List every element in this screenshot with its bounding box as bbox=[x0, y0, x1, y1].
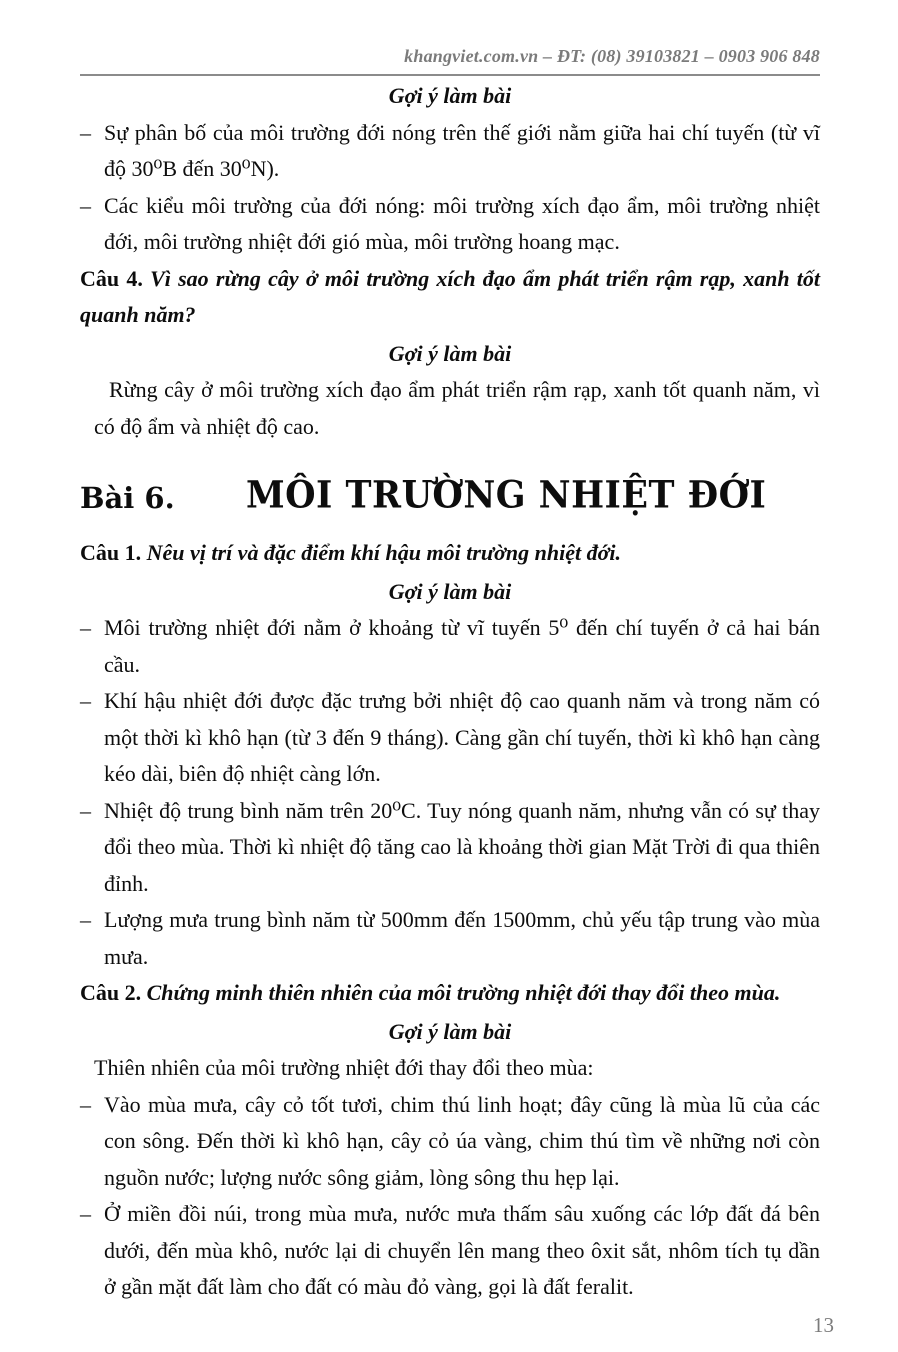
list-item bbox=[80, 188, 820, 261]
dash-marker: – bbox=[80, 615, 91, 640]
question-4 bbox=[80, 261, 820, 334]
question-label: Câu 1. bbox=[80, 540, 142, 565]
list-item-text: Sự phân bố của môi trường đới nóng trên thế giới nằm giữa hai chí tuyến (từ vĩ độ 30⁰B đến 30⁰N). bbox=[104, 119, 820, 181]
answer-intro: Thiên nhiên của môi trường nhiệt đới thay đổi theo mùa: bbox=[94, 1055, 594, 1080]
question-text: Nêu vị trí và đặc điểm khí hậu môi trường nhiệt đới. bbox=[146, 540, 622, 565]
list-item bbox=[80, 902, 820, 975]
dash-marker: – bbox=[80, 688, 91, 713]
hint-heading: Gợi ý làm bài bbox=[388, 340, 512, 366]
dash-marker: – bbox=[80, 119, 91, 145]
lesson-number: Bài 6. bbox=[80, 481, 175, 515]
header-rule bbox=[80, 74, 820, 76]
lesson-heading bbox=[80, 471, 820, 523]
question-text: Chứng minh thiên nhiên của môi trường nhiệt đới thay đổi theo mùa. bbox=[146, 980, 781, 1005]
question-label: Câu 4. bbox=[80, 265, 143, 291]
list-item-text: Nhiệt độ trung bình năm trên 20⁰C. Tuy nóng quanh năm, nhưng vẫn có sự thay đổi theo mùa. Thời kì nhiệt độ tăng cao là khoảng thời gian Mặt Trời đi qua thiên đỉnh. bbox=[104, 797, 820, 896]
lesson-title: MÔI TRƯỜNG NHIỆT ĐỚI bbox=[246, 473, 767, 517]
question-1 bbox=[80, 535, 820, 572]
page-number: 13 bbox=[813, 1312, 834, 1337]
hint-heading: Gợi ý làm bài bbox=[388, 83, 512, 108]
list-item-text: Khí hậu nhiệt đới được đặc trưng bởi nhiệt độ cao quanh năm và trong năm có một thời kì khô hạn (từ 3 đến 9 tháng). Càng gần chí tuyến, thời kì khô hạn càng kéo dài, biên độ nhiệt càng lớn. bbox=[104, 688, 820, 786]
list-item bbox=[80, 683, 820, 793]
page-header: khangviet.com.vn – ĐT: (08) 39103821 – 0903 906 848 bbox=[404, 46, 820, 66]
question-label: Câu 2. bbox=[80, 980, 142, 1005]
hint-heading: Gợi ý làm bài bbox=[388, 578, 512, 604]
dash-marker: – bbox=[80, 907, 91, 932]
list-item bbox=[80, 1087, 820, 1197]
hint-heading: Gợi ý làm bài bbox=[388, 1018, 512, 1044]
dash-marker: – bbox=[80, 797, 91, 823]
list-item-text: Lượng mưa trung bình năm từ 500mm đến 1500mm, chủ yếu tập trung vào mùa mưa. bbox=[104, 907, 820, 969]
list-item bbox=[80, 1196, 820, 1306]
list-item-text: Vào mùa mưa, cây cỏ tốt tươi, chim thú linh hoạt; đây cũng là mùa lũ của các con sông. Đến thời kì khô hạn, cây cỏ úa vàng, chim thú tìm về những nơi còn nguồn nước; lượng nước sông giảm, lòng sông thu hẹp lại. bbox=[104, 1091, 820, 1190]
list-item bbox=[80, 793, 820, 903]
dash-marker: – bbox=[80, 192, 91, 218]
dash-marker: – bbox=[80, 1201, 91, 1226]
list-item bbox=[80, 115, 820, 188]
list-item bbox=[80, 610, 820, 683]
dash-marker: – bbox=[80, 1091, 91, 1117]
list-item-text: Các kiểu môi trường của đới nóng: môi trường xích đạo ẩm, môi trường nhiệt đới, môi trường nhiệt đới gió mùa, môi trường hoang mạc. bbox=[104, 192, 820, 254]
list-item-text: Ở miền đồi núi, trong mùa mưa, nước mưa thấm sâu xuống các lớp đất đá bên dưới, đến mùa khô, nước lại di chuyển lên mang theo ôxit sắt, nhôm tích tụ dần ở gần mặt đất làm cho đất có màu đỏ vàng, gọi là đất feralit. bbox=[104, 1201, 820, 1299]
list-item-text: Môi trường nhiệt đới nằm ở khoảng từ vĩ tuyến 5⁰ đến chí tuyến ở cả hai bán cầu. bbox=[104, 615, 820, 677]
answer-paragraph: Rừng cây ở môi trường xích đạo ẩm phát triển rậm rạp, xanh tốt quanh năm, vì có độ ẩm và nhiệt độ cao. bbox=[94, 377, 820, 439]
question-text: Vì sao rừng cây ở môi trường xích đạo ẩm phát triển rậm rạp, xanh tốt quanh năm? bbox=[80, 265, 821, 327]
question-2 bbox=[80, 975, 820, 1012]
